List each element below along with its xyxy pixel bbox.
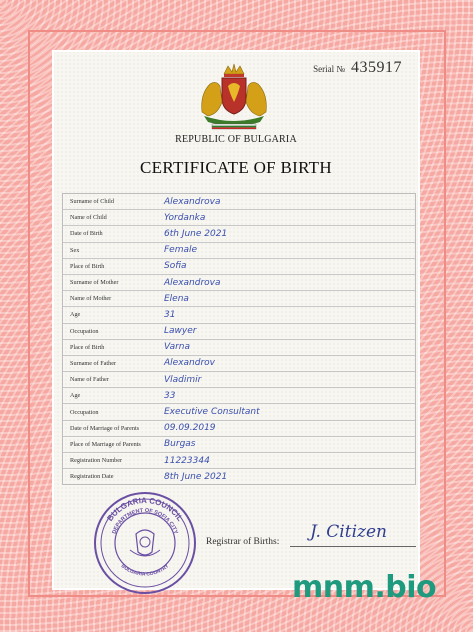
table-row — [63, 437, 415, 453]
table-row — [63, 226, 415, 242]
field-value: Alexandrova — [164, 196, 221, 207]
field-label: Date of Marriage of Parents — [70, 424, 140, 432]
registrar-label: Registrar of Births: — [206, 537, 280, 547]
field-value: Elena — [164, 293, 189, 304]
field-value: Sofia — [164, 261, 187, 272]
logo-text-suffix: bio — [385, 570, 437, 605]
certificate-paper — [52, 50, 420, 590]
table-row — [63, 275, 415, 291]
seal-inner-text: DEPARTMENT OF SOFIA CITY — [111, 507, 179, 535]
field-value: Executive Consultant — [164, 407, 260, 418]
field-value: 33 — [164, 390, 176, 401]
field-label: Name of Child — [70, 214, 107, 222]
field-label: Name of Father — [70, 376, 109, 384]
field-label: Date of Birth — [70, 230, 103, 238]
field-label: Occupation — [70, 327, 99, 335]
field-label: Name of Mother — [70, 295, 112, 303]
country-heading: REPUBLIC OF BULGARIA — [175, 134, 297, 145]
field-label: Place of Birth — [70, 262, 105, 270]
field-value: Lawyer — [164, 326, 197, 337]
seal-bottom-text: BULGARIA COUNTRY — [119, 563, 171, 578]
table-row — [63, 210, 415, 226]
field-label: Surname of Father — [70, 359, 117, 367]
signature-line — [290, 546, 416, 547]
field-label: Age — [70, 311, 81, 319]
serial-label: Serial № — [313, 64, 345, 74]
document-title: CERTIFICATE OF BIRTH — [140, 158, 332, 177]
field-value: 09.09.2019 — [164, 423, 216, 434]
field-value: Female — [164, 245, 198, 256]
coat-of-arms-icon — [194, 62, 274, 132]
table-row — [63, 291, 415, 307]
table-row — [63, 194, 415, 210]
field-label: Place of Marriage of Parents — [70, 440, 141, 448]
field-label: Place of Birth — [70, 343, 105, 351]
field-value: Alexandrova — [164, 277, 221, 288]
table-row — [63, 243, 415, 259]
table-row — [63, 340, 415, 356]
logo-text: mnm. — [292, 570, 386, 605]
table-row — [63, 469, 415, 484]
seal-top-text: BULGARIA COUNCIL — [105, 495, 185, 523]
field-value: Burgas — [164, 439, 196, 450]
table-row — [63, 404, 415, 420]
svg-text:BULGARIA COUNTRY — [120, 563, 171, 578]
field-label: Registration Number — [70, 457, 123, 465]
field-value: Varna — [164, 342, 191, 353]
field-value: Yordanka — [164, 212, 206, 223]
field-value: 8th June 2021 — [164, 471, 228, 482]
field-value: Alexandrov — [164, 358, 215, 369]
table-row — [63, 372, 415, 388]
field-label: Sex — [70, 246, 80, 254]
table-row — [63, 356, 415, 372]
field-label: Registration Date — [70, 473, 114, 481]
details-table — [62, 193, 416, 485]
table-row — [63, 388, 415, 404]
table-row — [63, 421, 415, 437]
table-row — [63, 324, 415, 340]
field-value: 11223344 — [164, 455, 210, 466]
field-label: Surname of Child — [70, 198, 114, 206]
official-seal-icon — [92, 490, 198, 596]
field-label: Age — [70, 392, 81, 400]
registrar-signature: J. Citizen — [310, 522, 387, 542]
watermark-logo — [292, 570, 436, 605]
field-value: 6th June 2021 — [164, 228, 228, 239]
field-value: Vladimir — [164, 374, 202, 385]
table-row — [63, 453, 415, 469]
table-row — [63, 259, 415, 275]
serial-number — [313, 59, 402, 77]
field-label: Surname of Mother — [70, 279, 119, 287]
field-value: 31 — [164, 309, 176, 320]
serial-value: 435917 — [351, 59, 402, 76]
table-row — [63, 307, 415, 323]
field-label: Occupation — [70, 408, 99, 416]
